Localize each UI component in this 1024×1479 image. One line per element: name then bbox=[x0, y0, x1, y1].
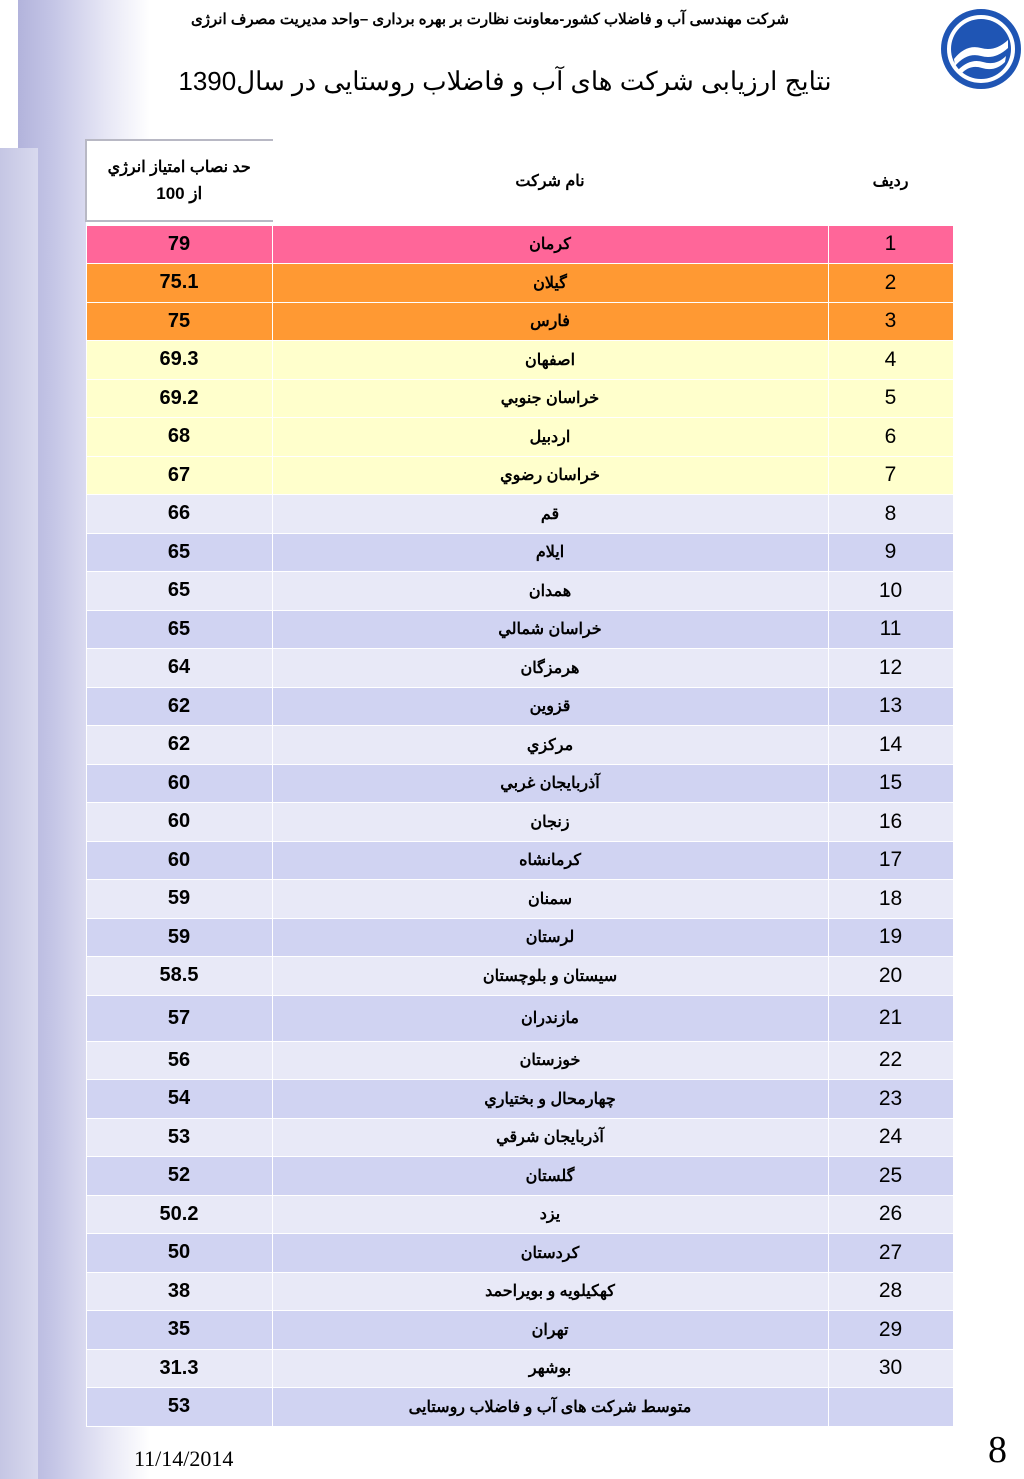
table-row bbox=[86, 379, 953, 418]
score-cell: 38 bbox=[86, 1272, 272, 1311]
table-row bbox=[86, 225, 953, 264]
side-strip bbox=[0, 148, 38, 1479]
company-header: نام شرکت bbox=[272, 140, 828, 221]
score-cell: 79 bbox=[86, 225, 272, 264]
score-cell: 50.2 bbox=[86, 1195, 272, 1234]
page-number: 8 bbox=[988, 1429, 1007, 1471]
table-row bbox=[86, 1195, 953, 1234]
score-cell: 57 bbox=[86, 995, 272, 1041]
rank-cell: 11 bbox=[828, 610, 953, 649]
organization-line: شرکت مهندسی آب و فاضلاب کشور-معاونت نظارت بر بهره برداری –واحد مدیریت مصرف انرژی bbox=[191, 11, 789, 28]
rank-cell: 24 bbox=[828, 1118, 953, 1157]
company-cell: كرمان bbox=[272, 225, 828, 264]
table-row bbox=[86, 456, 953, 495]
rank-cell: 6 bbox=[828, 418, 953, 457]
company-cell: سيستان و بلوچستان bbox=[272, 957, 828, 996]
rank-cell: 19 bbox=[828, 918, 953, 957]
rank-cell: 5 bbox=[828, 379, 953, 418]
rank-cell: 9 bbox=[828, 533, 953, 572]
company-cell: يزد bbox=[272, 1195, 828, 1234]
score-cell: 59 bbox=[86, 918, 272, 957]
side-notch bbox=[0, 0, 18, 148]
table-row bbox=[86, 302, 953, 341]
company-cell: مازندران bbox=[272, 995, 828, 1041]
table-row bbox=[86, 1311, 953, 1350]
company-cell: فارس bbox=[272, 302, 828, 341]
company-cell: اردبيل bbox=[272, 418, 828, 457]
score-cell: 64 bbox=[86, 649, 272, 688]
table-row bbox=[86, 418, 953, 457]
rank-cell: 22 bbox=[828, 1041, 953, 1080]
score-cell: 75.1 bbox=[86, 264, 272, 303]
score-cell: 35 bbox=[86, 1311, 272, 1350]
score-cell: 62 bbox=[86, 726, 272, 765]
rank-cell: 4 bbox=[828, 341, 953, 380]
table-row bbox=[86, 610, 953, 649]
table-row bbox=[86, 764, 953, 803]
rank-cell: 2 bbox=[828, 264, 953, 303]
table-row bbox=[86, 341, 953, 380]
company-cell: همدان bbox=[272, 572, 828, 611]
score-cell: 56 bbox=[86, 1041, 272, 1080]
company-cell: هرمزگان bbox=[272, 649, 828, 688]
rank-cell: 17 bbox=[828, 841, 953, 880]
water-drop-logo-icon bbox=[940, 4, 1022, 94]
table-row bbox=[86, 841, 953, 880]
table-row bbox=[86, 1388, 953, 1427]
company-cell: خراسان رضوي bbox=[272, 456, 828, 495]
company-cell: خوزستان bbox=[272, 1041, 828, 1080]
table-row bbox=[86, 803, 953, 842]
table-row bbox=[86, 1041, 953, 1080]
company-cell: كردستان bbox=[272, 1234, 828, 1273]
results-table bbox=[85, 139, 954, 1427]
table-row bbox=[86, 687, 953, 726]
rank-cell: 8 bbox=[828, 495, 953, 534]
company-cell: خراسان شمالي bbox=[272, 610, 828, 649]
table-row bbox=[86, 918, 953, 957]
rank-cell: 29 bbox=[828, 1311, 953, 1350]
score-cell: 54 bbox=[86, 1080, 272, 1119]
score-cell: 65 bbox=[86, 572, 272, 611]
company-cell: سمنان bbox=[272, 880, 828, 919]
table-row bbox=[86, 1272, 953, 1311]
rank-cell: 26 bbox=[828, 1195, 953, 1234]
company-cell: تهران bbox=[272, 1311, 828, 1350]
table-row bbox=[86, 957, 953, 996]
table-header-row bbox=[86, 140, 953, 221]
company-cell: آذربايجان شرقي bbox=[272, 1118, 828, 1157]
score-cell: 31.3 bbox=[86, 1349, 272, 1388]
score-cell: 58.5 bbox=[86, 957, 272, 996]
page-title: نتایج ارزیابی شرکت های آب و فاضلاب روستایی در سال1390 bbox=[178, 66, 832, 96]
score-cell: 53 bbox=[86, 1388, 272, 1427]
table-row bbox=[86, 1118, 953, 1157]
rank-cell: 10 bbox=[828, 572, 953, 611]
table-row bbox=[86, 572, 953, 611]
score-cell: 60 bbox=[86, 764, 272, 803]
rank-cell: 1 bbox=[828, 225, 953, 264]
company-cell: كرمانشاه bbox=[272, 841, 828, 880]
table-row bbox=[86, 649, 953, 688]
score-header-line1: حد نصاب امتياز انرژي bbox=[107, 158, 251, 176]
rank-cell: 23 bbox=[828, 1080, 953, 1119]
score-cell: 68 bbox=[86, 418, 272, 457]
score-cell: 60 bbox=[86, 803, 272, 842]
company-cell: اصفهان bbox=[272, 341, 828, 380]
rank-cell: 30 bbox=[828, 1349, 953, 1388]
rank-cell bbox=[828, 1388, 953, 1427]
rank-cell: 27 bbox=[828, 1234, 953, 1273]
company-cell: گلستان bbox=[272, 1157, 828, 1196]
rank-cell: 20 bbox=[828, 957, 953, 996]
score-cell: 69.2 bbox=[86, 379, 272, 418]
rank-cell: 15 bbox=[828, 764, 953, 803]
score-cell: 69.3 bbox=[86, 341, 272, 380]
company-cell: مركزي bbox=[272, 726, 828, 765]
table-row bbox=[86, 264, 953, 303]
table-row bbox=[86, 495, 953, 534]
rank-cell: 7 bbox=[828, 456, 953, 495]
company-cell: زنجان bbox=[272, 803, 828, 842]
rank-cell: 21 bbox=[828, 995, 953, 1041]
company-cell: قزوين bbox=[272, 687, 828, 726]
score-cell: 75 bbox=[86, 302, 272, 341]
rank-cell: 25 bbox=[828, 1157, 953, 1196]
company-cell: چهارمحال و بختياري bbox=[272, 1080, 828, 1119]
score-cell: 53 bbox=[86, 1118, 272, 1157]
rank-cell: 12 bbox=[828, 649, 953, 688]
company-cell: متوسط شرکت های آب و فاضلاب روستایی bbox=[272, 1388, 828, 1427]
table-row bbox=[86, 1349, 953, 1388]
table-row bbox=[86, 1157, 953, 1196]
company-cell: كهكيلويه و بويراحمد bbox=[272, 1272, 828, 1311]
company-cell: بوشهر bbox=[272, 1349, 828, 1388]
score-cell: 67 bbox=[86, 456, 272, 495]
company-cell: قم bbox=[272, 495, 828, 534]
score-header bbox=[86, 140, 272, 221]
table-row bbox=[86, 533, 953, 572]
table-row bbox=[86, 995, 953, 1041]
rank-cell: 28 bbox=[828, 1272, 953, 1311]
table-row bbox=[86, 1080, 953, 1119]
company-cell: آذربايجان غربي bbox=[272, 764, 828, 803]
score-cell: 65 bbox=[86, 610, 272, 649]
company-cell: ايلام bbox=[272, 533, 828, 572]
rank-cell: 16 bbox=[828, 803, 953, 842]
table-row bbox=[86, 880, 953, 919]
score-cell: 60 bbox=[86, 841, 272, 880]
table-row bbox=[86, 726, 953, 765]
score-cell: 59 bbox=[86, 880, 272, 919]
company-cell: لرستان bbox=[272, 918, 828, 957]
score-cell: 62 bbox=[86, 687, 272, 726]
table-row bbox=[86, 1234, 953, 1273]
rank-header: رديف bbox=[828, 140, 953, 221]
score-cell: 66 bbox=[86, 495, 272, 534]
rank-cell: 18 bbox=[828, 880, 953, 919]
score-cell: 65 bbox=[86, 533, 272, 572]
score-header-line2: از 100 bbox=[156, 183, 203, 203]
rank-cell: 3 bbox=[828, 302, 953, 341]
company-cell: خراسان جنوبي bbox=[272, 379, 828, 418]
score-cell: 50 bbox=[86, 1234, 272, 1273]
score-cell: 52 bbox=[86, 1157, 272, 1196]
company-cell: گيلان bbox=[272, 264, 828, 303]
rank-cell: 13 bbox=[828, 687, 953, 726]
rank-cell: 14 bbox=[828, 726, 953, 765]
table-body bbox=[86, 225, 953, 1426]
footer-date: 11/14/2014 bbox=[134, 1446, 234, 1471]
